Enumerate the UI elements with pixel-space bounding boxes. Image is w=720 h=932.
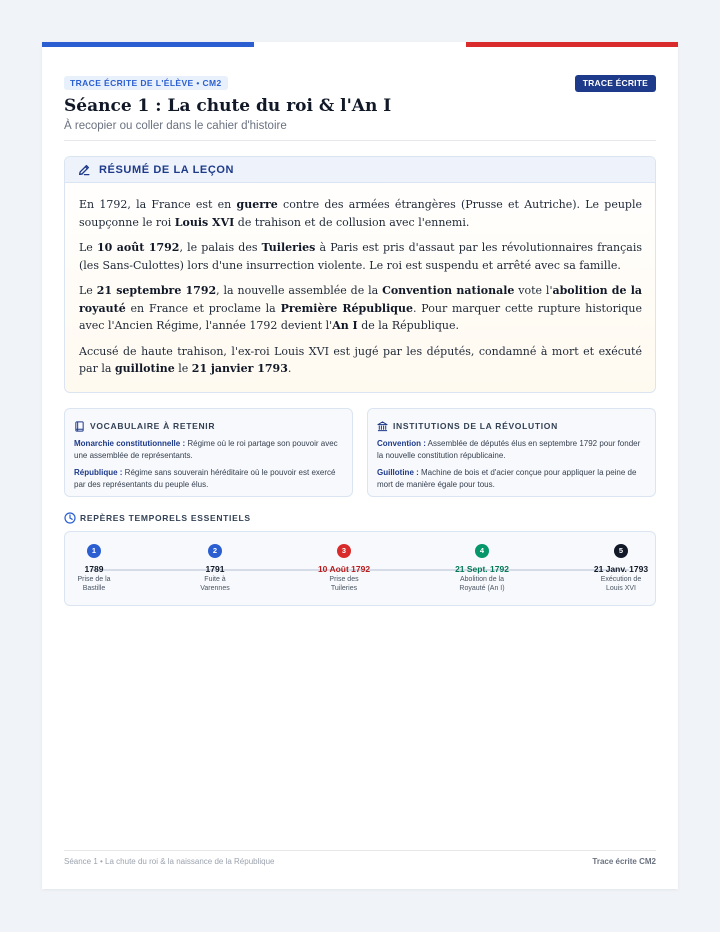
lesson-summary-text: [65, 183, 655, 378]
summary-text: Le: [79, 284, 97, 297]
header-divider: [64, 140, 656, 141]
summary-text: vote l': [514, 284, 553, 297]
timeline-event: [581, 544, 661, 594]
summary-keyword: Première République: [280, 301, 413, 315]
institution-term: Convention :: [377, 439, 426, 448]
timeline-marker: 3: [337, 544, 351, 558]
timeline-event: [304, 544, 384, 594]
summary-keyword: 21 septembre 1792: [96, 284, 217, 297]
timeline-date: 1789: [84, 564, 104, 574]
institutions-card: [367, 408, 656, 497]
summary-keyword: Convention nationale: [382, 284, 515, 297]
page-subtitle: À recopier ou coller dans le cahier d'histoire: [64, 120, 287, 132]
institution-definition: Machine de bois et d'acier conçue pour appliquer la peine de mort de manière égale pour tous.: [377, 468, 637, 489]
summary-keyword: abolition de la royauté: [79, 284, 643, 315]
summary-keyword: guerre: [236, 198, 278, 211]
vocabulary-item: [74, 438, 343, 461]
timeline-date: 10 Août 1792: [317, 564, 371, 574]
flag-red-stripe: [466, 42, 678, 47]
summary-text: , le palais des: [179, 241, 262, 254]
pencil-icon: [77, 163, 91, 177]
summary-keyword: 21 janvier 1793: [191, 362, 288, 375]
vocabulary-term: République :: [74, 468, 123, 477]
institutions-card-header: [377, 419, 646, 433]
header-tag: TRACE ÉCRITE DE L'ÉLÈVE • CM2: [64, 76, 228, 90]
timeline-header: [64, 511, 251, 525]
lesson-summary-box: [64, 156, 656, 393]
timeline-label: Prise des Tuileries: [329, 576, 359, 592]
timeline-marker: 1: [87, 544, 101, 558]
timeline-event: [175, 544, 255, 594]
footer-left-text: Séance 1 • La chute du roi & la naissance de la République: [64, 857, 275, 866]
vocabulary-term: Monarchie constitutionnelle :: [74, 439, 186, 448]
timeline-marker: 4: [475, 544, 489, 558]
institution-item: [377, 467, 646, 490]
tricolor-flag-bar: [42, 42, 678, 47]
summary-text: à Paris est pris d'assaut par les révolutionnaires français (les Sans-Culottes) lors d'une insurrection violente. Le roi est suspendu et arrêté avec sa famille.: [79, 241, 643, 272]
summary-text: de la République.: [357, 319, 459, 332]
summary-paragraph: [79, 239, 642, 274]
summary-keyword: Louis XVI: [174, 215, 235, 229]
summary-paragraph: [79, 282, 642, 335]
timeline-event: [54, 544, 134, 594]
timeline-date: 21 Janv. 1793: [593, 564, 649, 574]
institution-item: [377, 438, 646, 461]
timeline-marker: 2: [208, 544, 222, 558]
summary-paragraph: [79, 196, 642, 231]
institution-term: Guillotine :: [377, 468, 419, 477]
summary-text: le: [174, 362, 192, 375]
institution-definition: Assemblée de députés élus en septembre 1792 pour fonder la nouvelle constitution républicaine.: [377, 439, 641, 460]
summary-text: contre des armées étrangères (Prusse et Autriche). Le peuple soupçonne le roi: [79, 198, 642, 229]
lesson-summary-heading: RÉSUMÉ DE LA LEÇON: [99, 163, 235, 176]
page-title: Séance 1 : La chute du roi & l'An I: [64, 96, 392, 116]
flag-white-stripe: [254, 42, 466, 47]
timeline-label: Abolition de la Royauté (An I): [459, 576, 505, 592]
timeline-date: 1791: [205, 564, 225, 574]
vocabulary-definition: Régime sans souverain héréditaire où le pouvoir est exercé par des représentants du peuple élus.: [74, 468, 336, 489]
summary-text: . Pour marquer cette rupture historique avec l'Ancien Régime, l'année 1792 devient l': [79, 301, 642, 332]
summary-keyword: An I: [332, 319, 358, 332]
summary-text: Accusé de haute trahison, l'ex-roi Louis XVI est jugé par les députés, condamné à mort et exécuté par la: [79, 344, 642, 375]
summary-keyword: guillotine: [114, 362, 175, 375]
book-icon: [74, 421, 85, 432]
timeline-marker: 5: [614, 544, 628, 558]
timeline-heading: REPÈRES TEMPORELS ESSENTIELS: [80, 513, 251, 523]
vocabulary-definition: Régime où le roi partage son pouvoir avec une assemblée de représentants.: [74, 439, 338, 460]
building-icon: [377, 421, 388, 432]
summary-keyword: Tuileries: [261, 241, 316, 254]
timeline-label: Exécution de Louis XVI: [600, 576, 642, 592]
timeline-date: 21 Sept. 1792: [455, 564, 509, 574]
clock-icon: [64, 512, 76, 524]
vocabulary-card-header: [74, 419, 343, 433]
footer-divider: [64, 850, 656, 851]
summary-text: Le: [79, 241, 97, 254]
header-badge: TRACE ÉCRITE: [575, 75, 656, 92]
vocabulary-heading: VOCABULAIRE À RETENIR: [90, 421, 216, 431]
summary-text: en France et proclame la: [125, 301, 281, 315]
vocabulary-card: [64, 408, 353, 497]
lesson-summary-header: [65, 157, 655, 183]
timeline-box: [64, 531, 656, 606]
summary-text: de trahison et de collusion avec l'ennemi.: [234, 215, 470, 229]
timeline-label: Prise de la Bastille: [77, 576, 111, 592]
summary-paragraph: [79, 343, 642, 378]
summary-text: , la nouvelle assemblée de la: [216, 284, 383, 297]
institutions-heading: INSTITUTIONS DE LA RÉVOLUTION: [393, 421, 558, 431]
flag-blue-stripe: [42, 42, 254, 47]
summary-text: .: [287, 362, 292, 375]
summary-keyword: 10 août 1792: [96, 241, 180, 254]
timeline-event: [442, 544, 522, 594]
vocabulary-item: [74, 467, 343, 490]
timeline-label: Fuite à Varennes: [200, 576, 230, 592]
footer-right-text: Trace écrite CM2: [592, 857, 656, 866]
worksheet-page: [42, 42, 678, 889]
summary-text: En 1792, la France est en: [79, 198, 237, 211]
